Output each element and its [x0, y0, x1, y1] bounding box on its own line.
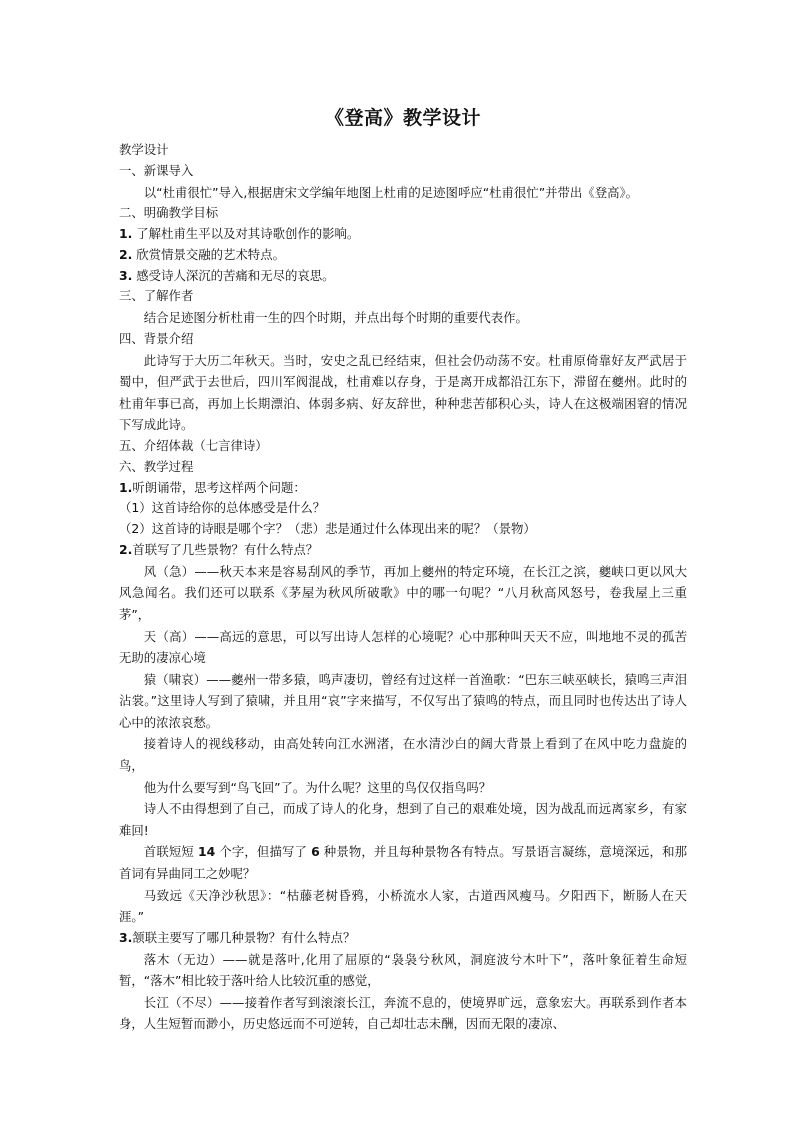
paragraph-intro: 以“杜甫很忙”导入,根据唐宋文学编年地图上杜甫的足迹图呼应“杜甫很忙”并带出《登高》。: [143, 184, 639, 200]
paragraph-leaves: 落木（无边）——就是落叶,化用了屈原的“袅袅兮秋风，洞庭波兮木叶下”，落叶象征着生命短暂，“落木”相比较于落叶给人比较沉重的感觉，: [119, 951, 687, 989]
goal-number: 3.: [119, 267, 133, 283]
paragraph-wind: 风（急）——秋天本来是容易刮风的季节，再加上夔州的特定环境，在长江之滨，夔峡口更以风大风急闻名。我们还可以联系《茅屋为秋风所破歌》中的哪一句呢？“八月秋高风怒号，卷我屋上三重茅”，: [119, 563, 687, 622]
section-heading-6: 六、教学过程: [119, 458, 194, 474]
paragraph-ma: 马致远《天净沙秋思》：“枯藤老树昏鸦，小桥流水人家，古道西风瘦马。夕阳西下，断肠人在天涯。”: [119, 887, 687, 925]
paragraph-summary: [119, 841, 687, 884]
section-heading-3: 三、了解作者: [119, 288, 194, 304]
summary-number: 14: [198, 844, 216, 860]
summary-text: 种景物，并且每种景物各有特点。写景语言凝练，意境深远，和那首词有异曲同工之妙呢？: [119, 844, 687, 882]
paragraph-sky: 天（高）——高远的意思，可以写出诗人怎样的心境呢？心中那种叫天天不应，叫地地不灵的孤苦无助的凄凉心境: [119, 628, 687, 666]
goal-item-2: [119, 245, 687, 266]
section-heading-2: 二、明确教学目标: [119, 205, 219, 221]
section-heading-5: 五、介绍体裁（七言律诗）: [119, 437, 268, 453]
paragraph-ape: 猿（啸哀）——夔州一带多猿，鸣声凄切，曾经有过这样一首渔歌：“巴东三峡巫峡长，猿鸣三声泪沾裳。”这里诗人写到了猿啸，并且用“哀”字来描写，不仅写出了猿鸣的特点，而且同时也传达出了诗人心中的浓浓哀愁。: [119, 671, 687, 730]
goal-text: 了解杜甫生平以及对其诗歌创作的影响。: [136, 225, 360, 241]
goal-number: 2.: [119, 246, 133, 262]
paragraph-river: 长江（不尽）——接着作者写到滚滚长江，奔流不息的，使境界旷远，意象宏大。再联系到作者本身，人生短暂而渺小，历史悠远而不可逆转，自己却壮志未酬，因而无限的凄凉、: [119, 994, 687, 1032]
question-number: 3.: [119, 929, 133, 945]
paragraph-author: 结合足迹图分析杜甫一生的四个时期，并点出每个时期的重要代表作。: [143, 310, 528, 326]
summary-text: 个字，但描写了: [215, 844, 312, 860]
question-2: [119, 540, 687, 561]
question-1b: （2）这首诗的诗眼是哪个字？（悲）悲是通过什么体现出来的呢？（景物）: [119, 521, 536, 537]
question-text: 首联写了几些景物？有什么特点？: [132, 541, 319, 557]
question-text: 颔联主要写了哪几种景物？有什么特点？: [132, 929, 356, 945]
summary-text: 首联短短: [143, 844, 198, 860]
document-page: [119, 104, 687, 1035]
question-text: 听朗诵带，思考这样两个问题：: [132, 479, 306, 495]
paragraph-self: 诗人不由得想到了自己，而成了诗人的化身，想到了自己的艰难处境，因为战乱而远离家乡，有家难回!: [119, 801, 687, 838]
section-heading-1: 一、新课导入: [119, 162, 194, 178]
paragraph-background: 此诗写于大历二年秋天。当时，安史之乱已经结束，但社会仍动荡不安。杜甫原倚靠好友严武居于蜀中，但严武于去世后，四川军阀混战，杜甫难以存身，于是离开成都沿江东下，滞留在夔州。此时的杜甫年事已高，再加上长期漂泊、体弱多病、好友辞世，种种悲苦郁积心头，诗人在这极端困窘的情况下写成此诗。: [119, 352, 687, 433]
question-1: [119, 478, 687, 499]
goal-item-1: [119, 224, 687, 245]
goal-text: 欣赏情景交融的艺术特点。: [136, 246, 285, 262]
document-title: 《登高》教学设计: [324, 107, 481, 129]
question-number: 1.: [119, 479, 133, 495]
paragraph-why: 他为什么要写到“鸟飞回”了。为什么呢？这里的鸟仅仅指鸟吗？: [143, 779, 492, 795]
summary-number: 6: [311, 844, 320, 860]
goal-number: 1.: [119, 225, 133, 241]
goal-text: 感受诗人深沉的苦痛和无尽的哀思。: [136, 267, 335, 283]
question-1a: （1）这首诗给你的总体感受是什么？: [119, 500, 326, 516]
goal-item-3: [119, 266, 687, 287]
paragraph-bird: 接着诗人的视线移动，由高处转向江水洲渚，在水清沙白的阔大背景上看到了在风中吃力盘旋的鸟，: [119, 736, 687, 774]
question-number: 2.: [119, 541, 133, 557]
section-label: 教学设计: [119, 142, 169, 157]
section-heading-4: 四、背景介绍: [119, 330, 194, 346]
question-3: [119, 928, 687, 949]
